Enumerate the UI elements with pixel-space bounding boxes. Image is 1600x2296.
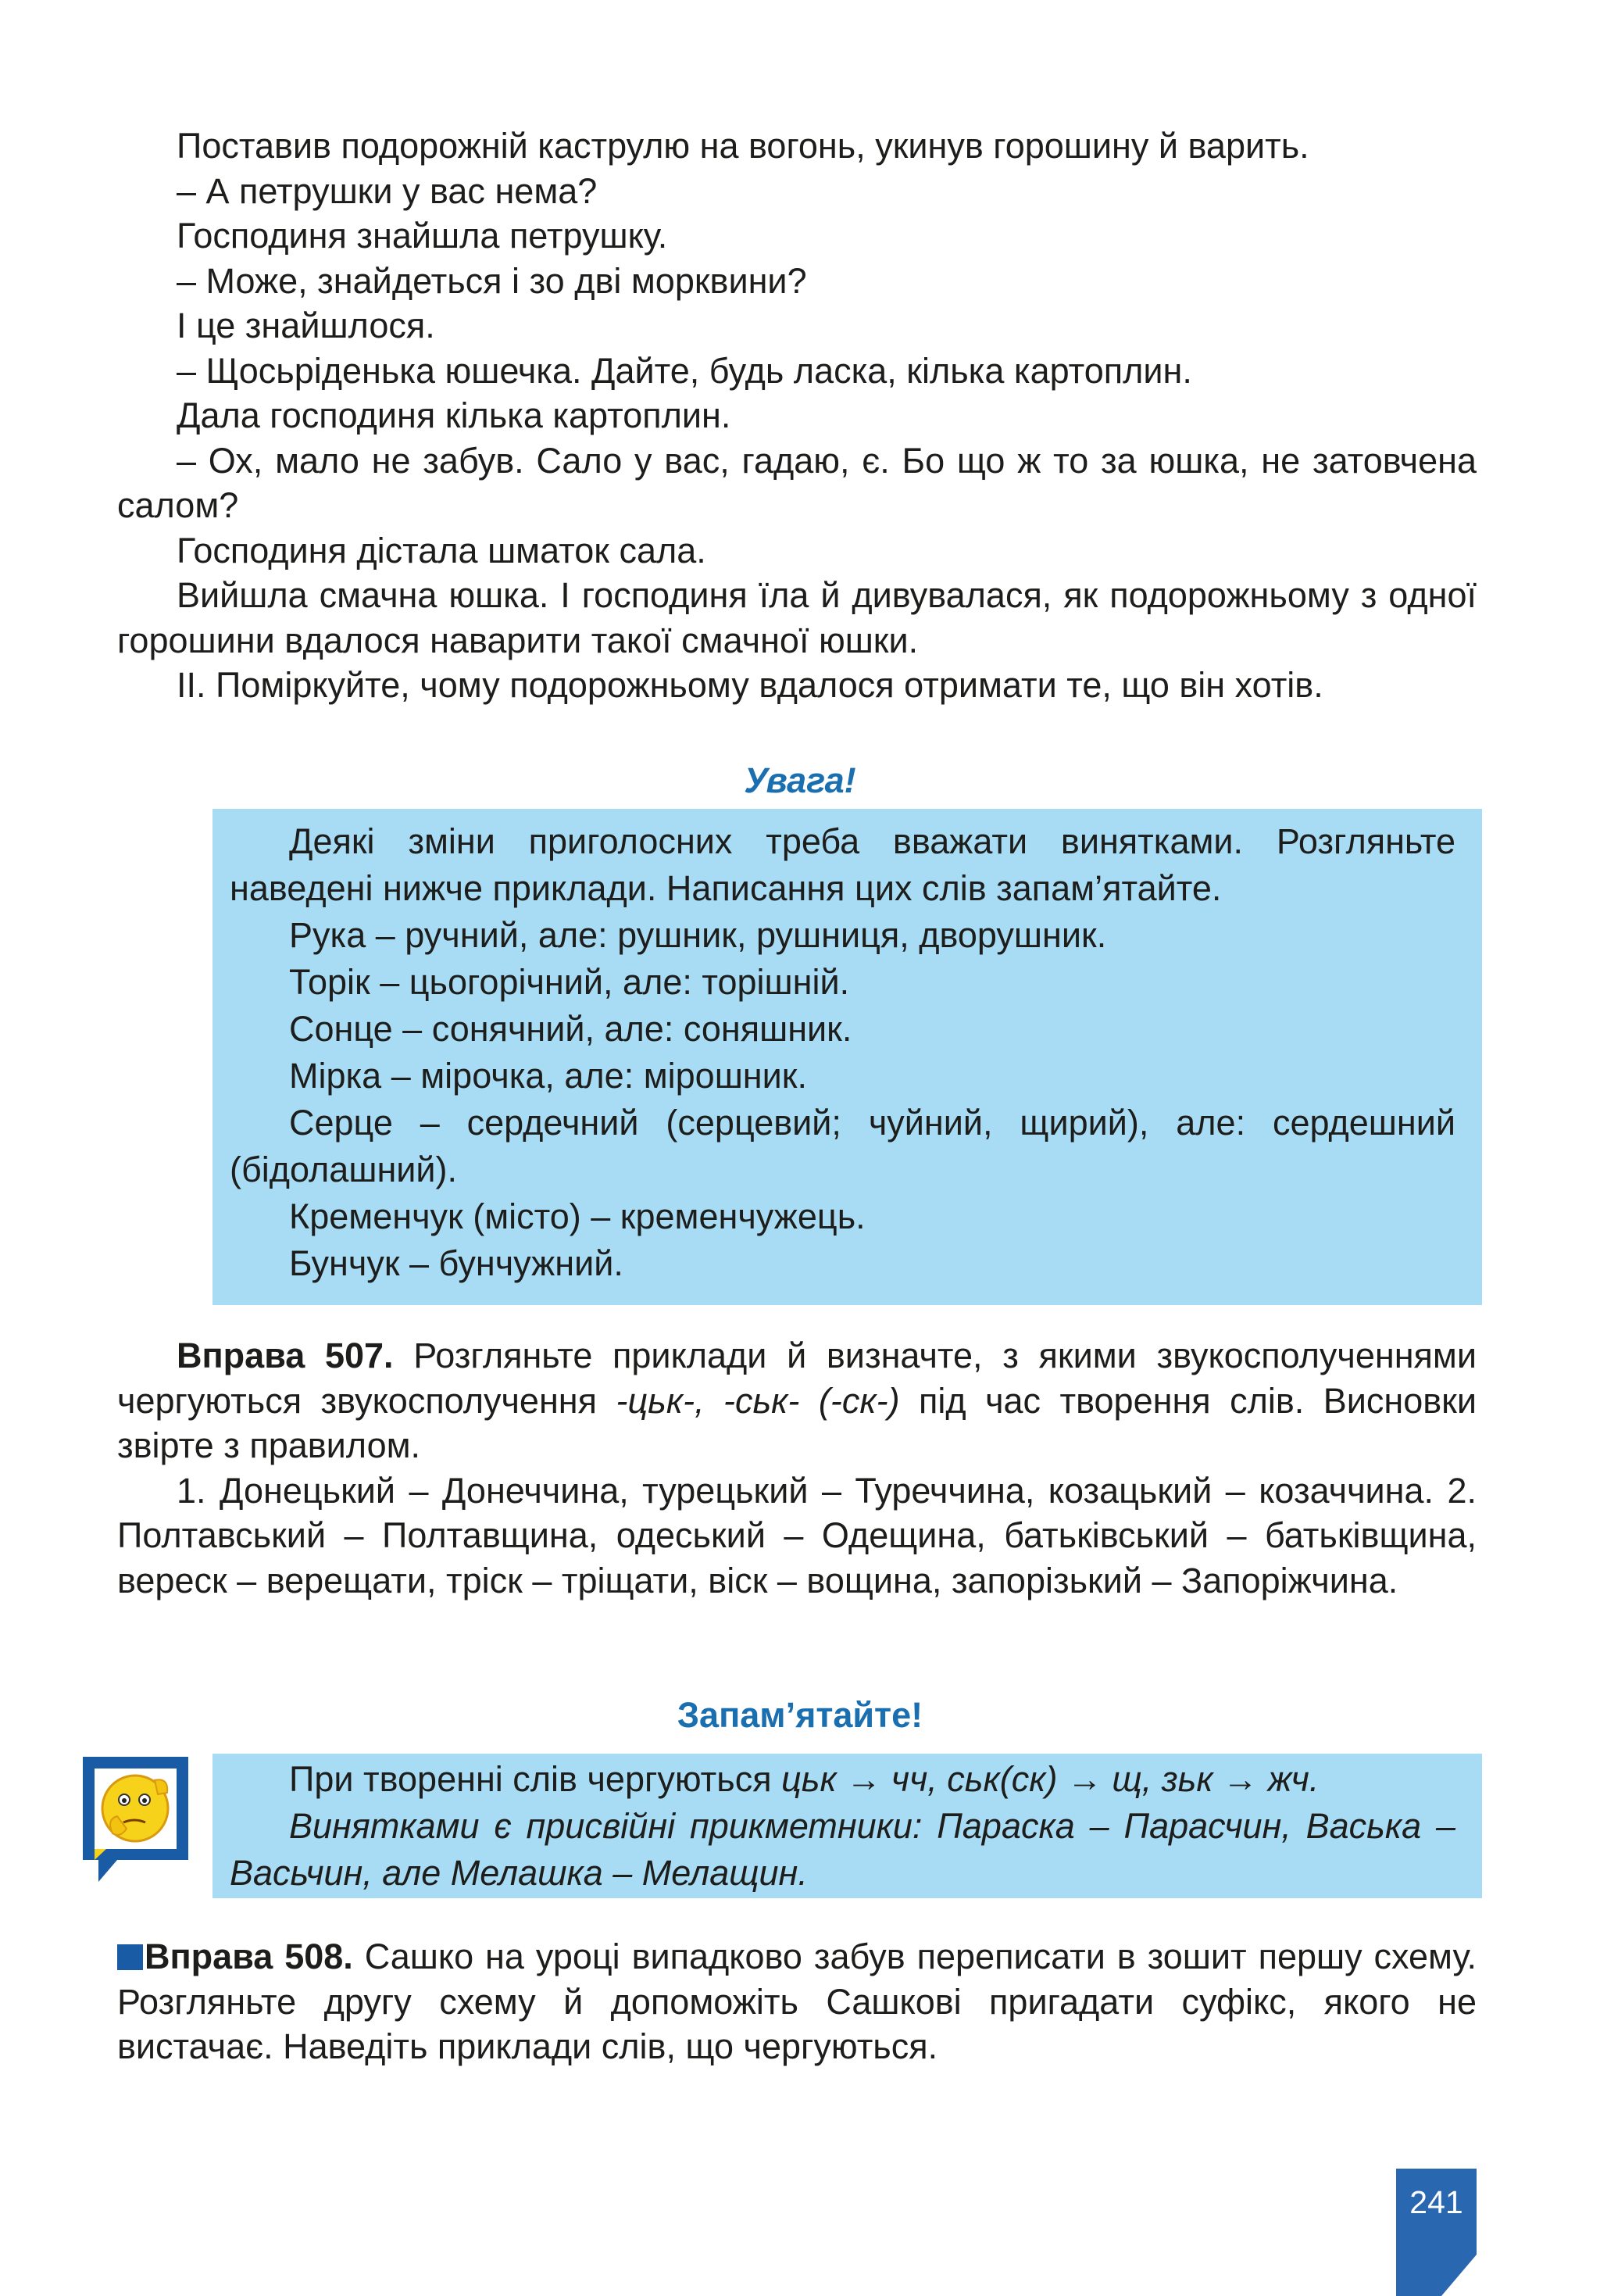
exercise-507-examples: 1. Донецький – Донеччина, турецький – Туреччина, козацький – козаччина. 2. Полтавський – Полтавщина, одеський – Одещина, батьківський – батьківщина, вереск – верещати, тріск – тріщати, віск – вощина, запорізький – Запоріжчина. — [117, 1470, 1477, 1600]
attention-example: Серце – сердечний (серцевий; чуйний, щирий), але: сердешний (бідолашний). — [230, 1103, 1455, 1189]
story-line: – Може, знайдеться і зо дві морквини? — [177, 260, 807, 301]
story-line: Дала господиня кілька картоплин. — [177, 395, 731, 435]
story-question: ІІ. Поміркуйте, чому подорожньому вдалося отримати те, що він хотів. — [177, 665, 1323, 705]
story-line: Поставив подорожній каструлю на вогонь, укинув горошину й варить. — [177, 126, 1309, 166]
attention-box — [212, 809, 1482, 1305]
remember-rule-italic: цьк → чч, ськ(ск) → щ, зьк → жч. — [781, 1759, 1320, 1799]
remember-rule — [230, 1756, 1455, 1803]
story-line: І це знайшлося. — [177, 306, 435, 345]
story-line: – А петрушки у вас нема? — [177, 170, 598, 211]
exercise-508-label: Вправа 508. — [145, 1937, 353, 1976]
thinking-emoji-icon — [83, 1757, 188, 1886]
exercise-507-label: Вправа 507. — [177, 1336, 394, 1375]
page-number: 241 — [1409, 2184, 1463, 2220]
story-line: Господиня дістала шматок сала. — [177, 530, 706, 570]
attention-example: Сонце – сонячний, але: соняшник. — [289, 1009, 852, 1049]
attention-intro: Деякі зміни приголосних треба вважати винятками. Розгляньте наведені нижче приклади. Написання цих слів запам’ятайте. — [230, 821, 1455, 908]
attention-example: Бунчук – бунчужний. — [289, 1243, 623, 1283]
remember-heading: Запам’ятайте! — [677, 1695, 923, 1735]
attention-example: Рука – ручний, але: рушник, рушниця, дворушник. — [289, 915, 1107, 955]
page-number-tab — [1396, 2169, 1477, 2296]
story-line: Вийшла смачна юшка. І господиня їла й дивувалася, як подорожньому з одної горошини вдалося наварити такої смачної юшки. — [117, 575, 1477, 660]
exercise-508-task — [117, 1934, 1477, 2069]
exercise-508 — [117, 1934, 1477, 2069]
exercise-507-task — [117, 1333, 1477, 1468]
attention-example: Торік – цьогорічний, але: торішній. — [289, 962, 850, 1002]
page-corner-icon — [1396, 2169, 1477, 2296]
story-block — [117, 123, 1477, 708]
story-line: Господиня знайшла петрушку. — [177, 216, 668, 256]
story-line: – Ох, мало не забув. Сало у вас, гадаю, є. Бо що ж то за юшка, не затовчена салом? — [117, 440, 1477, 525]
exercise-507-text-a: Розгляньте приклади й визначте, з якими звукосполученнями чергуються звукосполучення — [117, 1336, 1477, 1421]
remember-exceptions: Винятками є присвійні прикметники: Параска – Парасчин, Васька – Васьчин, але Мелашка – Мелащин. — [230, 1806, 1455, 1893]
exercise-507-italic: -цьк-, -ськ- (-ск-) — [616, 1380, 900, 1421]
story-line: – Щосьріденька юшечка. Дайте, будь ласка, кілька картоплин. — [177, 350, 1192, 391]
remember-box — [212, 1754, 1482, 1898]
square-bullet-icon — [117, 1944, 143, 1970]
exercise-507 — [117, 1333, 1477, 1603]
remember-rule-prefix: При творенні слів чергуються — [289, 1759, 782, 1799]
attention-heading: Увага! — [744, 760, 856, 800]
exercise-507-text-b: під час творення слів. Висновки звірте з правилом. — [117, 1380, 1477, 1465]
attention-example: Кременчук (місто) – кременчужець. — [289, 1196, 866, 1236]
exercise-508-text: Сашко на уроці випадково забув переписати в зошит першу схему. Розгляньте другу схему й допоможіть Сашкові пригадати суфікс, якого не вистачає. Наведіть приклади слів, що чергуються. — [117, 1937, 1477, 2066]
attention-example: Мірка – мірочка, але: мірошник. — [289, 1056, 807, 1096]
